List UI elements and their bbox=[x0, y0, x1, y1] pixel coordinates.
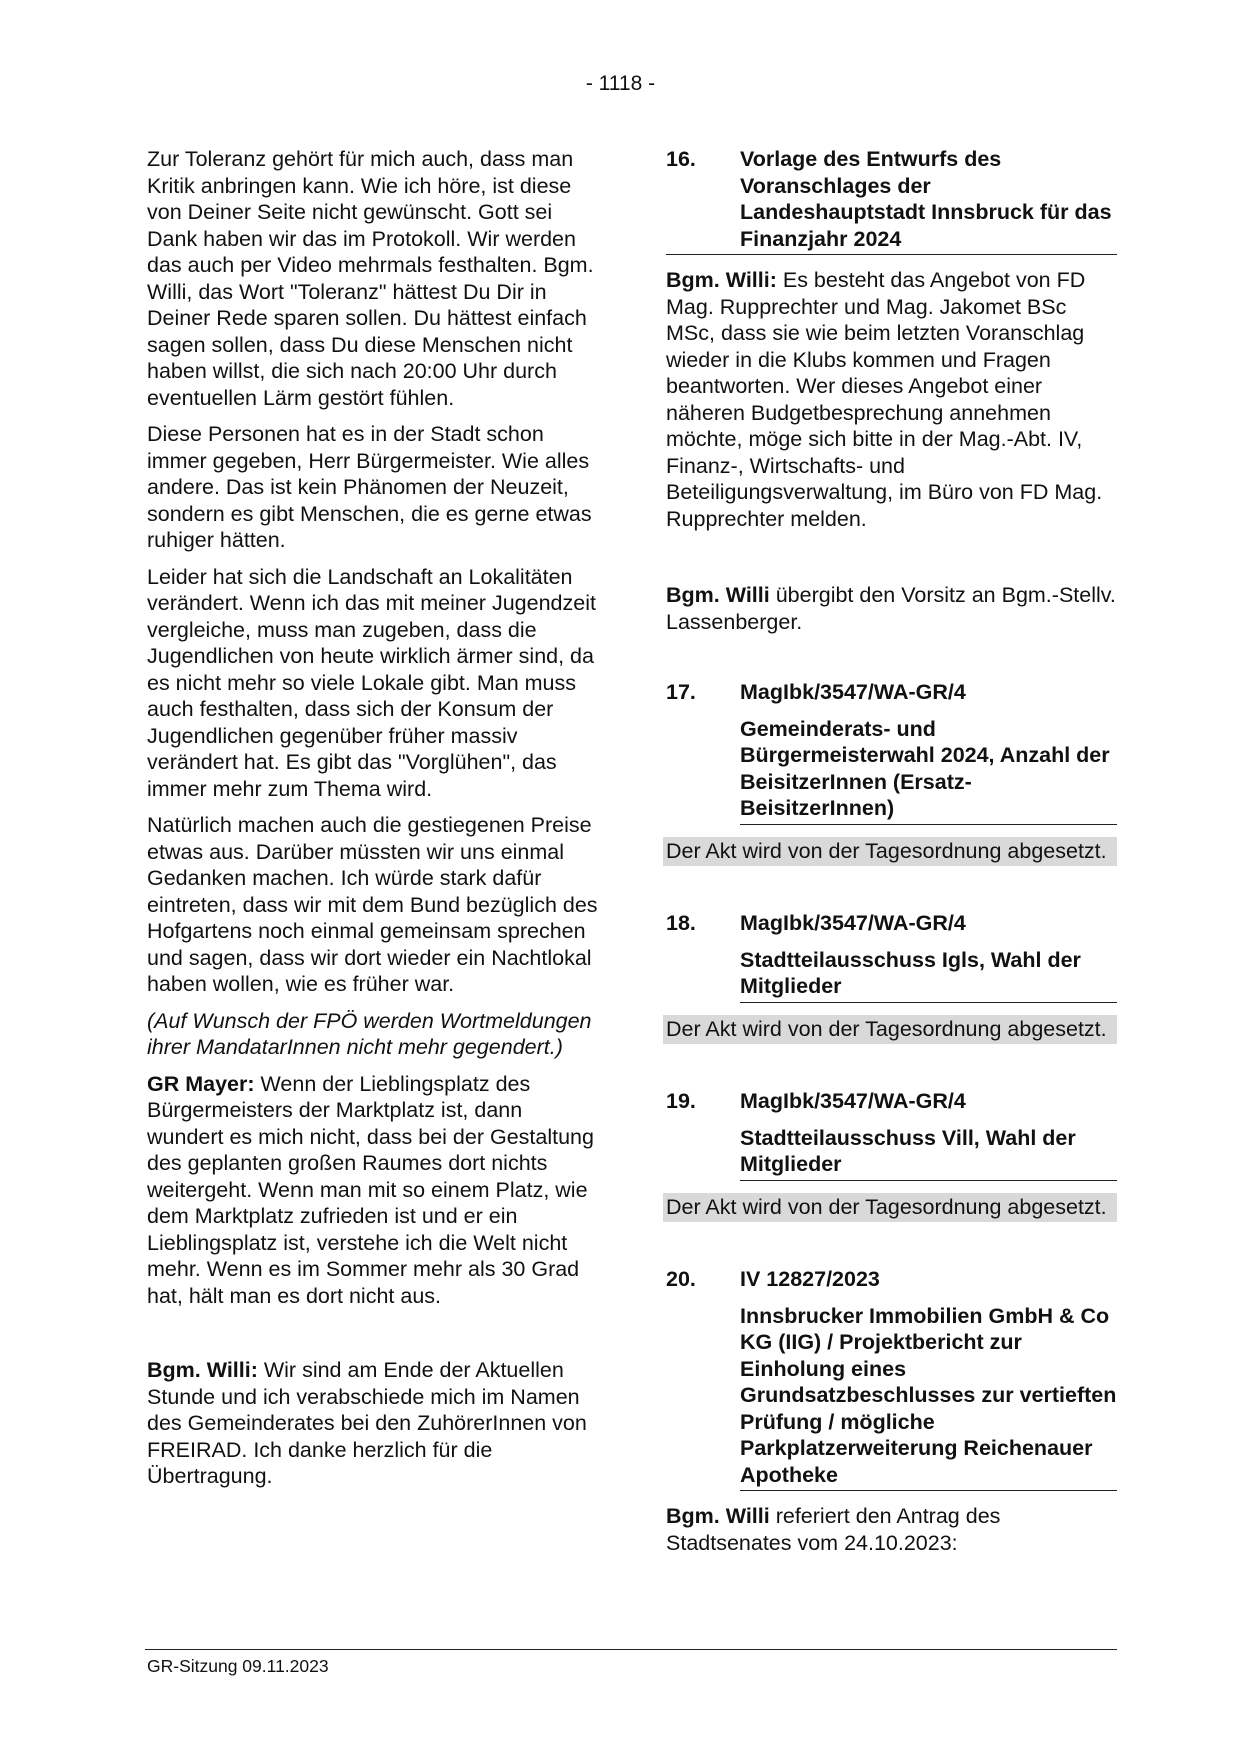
agenda-item-17-heading bbox=[666, 679, 1117, 706]
chair-handover bbox=[666, 582, 1117, 635]
item-reference: IV 12827/2023 bbox=[740, 1267, 880, 1291]
speech-paragraph bbox=[147, 1071, 603, 1310]
paragraph: Diese Personen hat es in der Stadt schon immer gegeben, Herr Bürgermeister. Wie alles andere. Das ist kein Phänomen der Neuzeit, sondern es gibt Menschen, die es gerne etwas ruhiger hätten. bbox=[147, 422, 592, 552]
speech-text: Wir sind am Ende der Aktuellen Stunde und ich verabschiede mich im Namen des Gemeinderates bei den ZuhörerInnen von FREIRAD. Ich danke herzlich für die Übertragung. bbox=[147, 1358, 587, 1488]
speaker-name: Bgm. Willi: bbox=[147, 1358, 258, 1382]
item-title: Innsbrucker Immobilien GmbH & Co KG (IIG) / Projektbericht zur Einholung eines Grundsatzbeschlusses zur vertieften Prüfung / mögliche Parkplatzerweiterung Reichenauer Apotheke bbox=[740, 1303, 1117, 1492]
paragraph: Leider hat sich die Landschaft an Lokalitäten verändert. Wenn ich das mit meiner Jugendzeit vergleiche, muss man zugeben, dass die Jugendlichen von heute wirklich ärmer sind, da es nicht mehr so viele Lokale gibt. Man muss auch festhalten, dass sich der Konsum der Jugendlichen gegenüber früher massiv verändert hat. Es gibt das "Vorglühen", das immer mehr zum Thema wird. bbox=[147, 564, 596, 801]
item-number: 17. bbox=[666, 680, 696, 704]
speaker-name: Bgm. Willi: bbox=[666, 268, 777, 292]
item-result: Der Akt wird von der Tagesordnung abgesetzt. bbox=[663, 837, 1117, 867]
paragraph: Zur Toleranz gehört für mich auch, dass man Kritik anbringen kann. Wie ich höre, ist diese von Deiner Seite nicht gewünscht. Gott sei Dank haben wir das im Protokoll. Wir werden das auch per Video mehrmals festhalten. Bgm. Willi, das Wort "Toleranz" hättest Du Dir in Deiner Rede sparen sollen. Du hättest einfach sagen sollen, dass Du diese Menschen nicht haben willst, die sich nach 20:00 Uhr durch eventuellen Lärm gestört fühlen. bbox=[147, 147, 594, 410]
agenda-item-16-heading bbox=[666, 146, 1117, 255]
item-title: Stadtteilausschuss Vill, Wahl der Mitglieder bbox=[740, 1125, 1117, 1181]
agenda-item-18-heading bbox=[666, 910, 1117, 937]
item-number: 20. bbox=[666, 1267, 696, 1291]
item-title: Stadtteilausschuss Igls, Wahl der Mitglieder bbox=[740, 947, 1117, 1003]
speech-paragraph bbox=[666, 267, 1117, 532]
item-result: Der Akt wird von der Tagesordnung abgesetzt. bbox=[663, 1015, 1117, 1045]
speech-paragraph bbox=[147, 1357, 603, 1490]
speech-text: Wenn der Lieblingsplatz des Bürgermeisters der Marktplatz ist, dann wundert es mich nicht, dass bei der Gestaltung des geplanten großen Raumes dort nichts weitergeht. Wenn man mit so einem Platz, wie dem Marktplatz zufrieden ist und er ein Lieblingsplatz ist, verstehe ich die Welt nicht mehr. Wenn es im Sommer mehr als 30 Grad hat, hält man es dort nicht aus. bbox=[147, 1071, 594, 1308]
right-column bbox=[666, 146, 1117, 1556]
page-number: - 1118 - bbox=[585, 72, 656, 95]
item-reference: MagIbk/3547/WA-GR/4 bbox=[740, 680, 966, 704]
agenda-item-20-heading bbox=[666, 1266, 1117, 1293]
item-title: Vorlage des Entwurfs des Voranschlages der Landeshauptstadt Innsbruck für das Finanzjahr 2024 bbox=[740, 147, 1112, 251]
footer-text: GR-Sitzung 09.11.2023 bbox=[147, 1656, 329, 1676]
left-column bbox=[147, 146, 603, 1500]
speech-paragraph bbox=[666, 1503, 1117, 1556]
item-number: 19. bbox=[666, 1089, 696, 1113]
speaker-name: Bgm. Willi bbox=[666, 583, 770, 607]
agenda-item-19-heading bbox=[666, 1088, 1117, 1115]
item-reference: MagIbk/3547/WA-GR/4 bbox=[740, 1089, 966, 1113]
paragraph: Natürlich machen auch die gestiegenen Preise etwas aus. Darüber müssten wir uns einmal Gedanken machen. Ich würde stark dafür eintreten, dass wir mit dem Bund bezüglich des Hofgartens noch einmal gemeinsam sprechen und sagen, dass wir dort wieder ein Nachtlokal haben wollen, wie es früher war. bbox=[147, 813, 598, 996]
item-reference: MagIbk/3547/WA-GR/4 bbox=[740, 911, 966, 935]
item-result: Der Akt wird von der Tagesordnung abgesetzt. bbox=[663, 1193, 1117, 1223]
speech-text: Es besteht das Angebot von FD Mag. Rupprechter und Mag. Jakomet BSc MSc, dass sie wie beim letzten Voranschlag wieder in die Klubs kommen und Fragen beantworten. Wer dieses Angebot einer näheren Budgetbesprechung annehmen möchte, möge sich bitte in der Mag.-Abt. IV, Finanz-, Wirtschafts- und Beteiligungsverwaltung, im Büro von FD Mag. Rupprechter melden. bbox=[666, 268, 1103, 531]
speaker-name: Bgm. Willi bbox=[666, 1504, 770, 1528]
speech-text: übergibt den Vorsitz an Bgm.-Stellv. Lassenberger. bbox=[666, 583, 1116, 634]
item-number: 18. bbox=[666, 911, 696, 935]
item-title: Gemeinderats- und Bürgermeisterwahl 2024, Anzahl der BeisitzerInnen (Ersatz-BeisitzerInnen) bbox=[740, 716, 1117, 825]
item-number: 16. bbox=[666, 147, 696, 171]
speaker-name: GR Mayer: bbox=[147, 1071, 255, 1096]
footer-divider bbox=[145, 1649, 1117, 1650]
editorial-note: (Auf Wunsch der FPÖ werden Wortmeldungen ihrer MandatarInnen nicht mehr gegendert.) bbox=[147, 1008, 592, 1059]
speech-text: referiert den Antrag des Stadtsenates vom 24.10.2023: bbox=[666, 1504, 1001, 1555]
